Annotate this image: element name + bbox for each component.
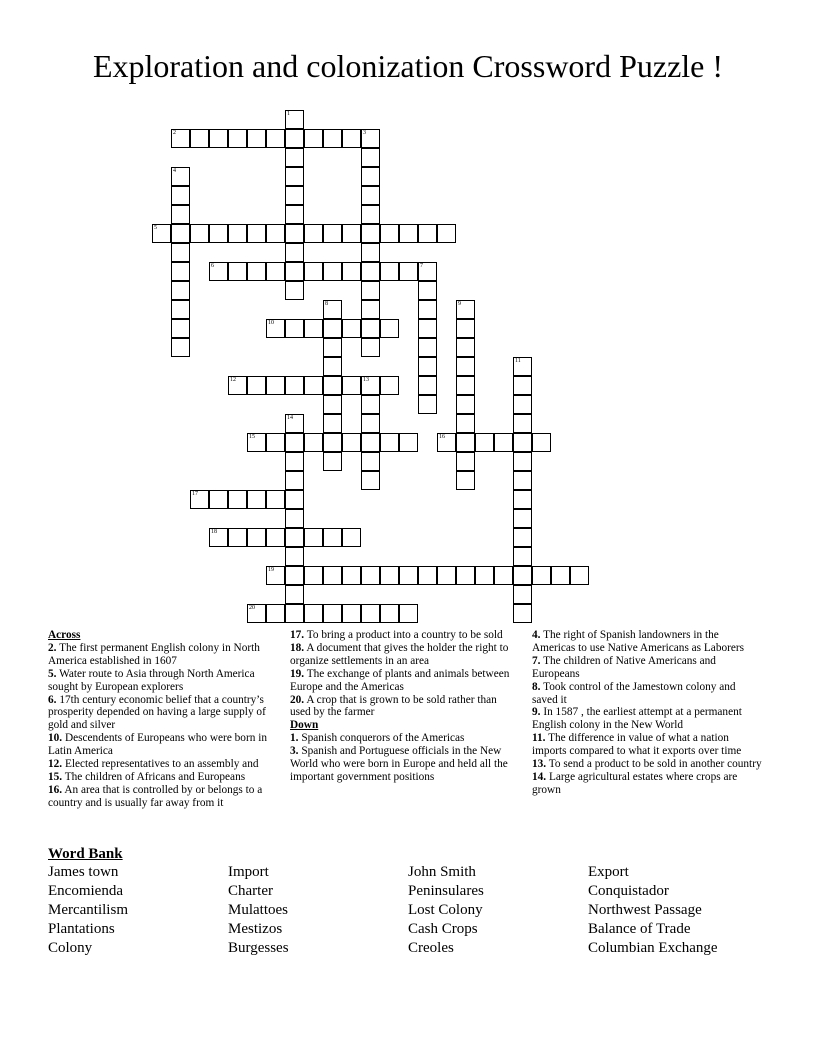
page-title: Exploration and colonization Crossword Puzzle ! (92, 48, 724, 84)
crossword-cell[interactable] (513, 452, 532, 471)
word-bank-item: Conquistador (588, 883, 669, 900)
crossword-cell[interactable] (342, 129, 361, 148)
clue-down: 4. The right of Spanish landowners in the Americas to use Native Americans as Laborers (532, 629, 745, 654)
cell-number: 18 (211, 529, 217, 535)
crossword-cell[interactable] (513, 490, 532, 509)
crossword-cell[interactable] (209, 224, 228, 243)
cell-number: 2 (173, 130, 176, 136)
crossword-cell[interactable] (304, 604, 323, 623)
crossword-cell[interactable] (399, 433, 418, 452)
crossword-cell[interactable] (285, 547, 304, 566)
crossword-cell[interactable] (513, 471, 532, 490)
crossword-cell[interactable] (228, 376, 247, 395)
crossword-cell[interactable] (361, 338, 380, 357)
crossword-cell[interactable] (494, 566, 513, 585)
crossword-cell[interactable] (266, 376, 285, 395)
cell-number: 17 (192, 491, 198, 497)
crossword-cell[interactable] (513, 547, 532, 566)
clue-down: 9. In 1587 , the earliest attempt at a permanent English colony in the New World (532, 706, 742, 732)
crossword-cell[interactable] (513, 395, 532, 414)
crossword-cell[interactable] (266, 433, 285, 452)
crossword-cell[interactable] (247, 490, 266, 509)
crossword-cell[interactable] (266, 490, 285, 509)
crossword-cell[interactable] (228, 262, 247, 281)
crossword-cell[interactable] (418, 281, 437, 300)
crossword-cell[interactable] (513, 528, 532, 547)
clue-across: 19. The exchange of plants and animals between Europe and the Americas (290, 667, 510, 693)
crossword-cell[interactable] (513, 585, 532, 604)
word-bank-item: Peninsulares (408, 883, 484, 900)
word-bank-item: Lost Colony (408, 902, 483, 919)
cell-number: 15 (249, 434, 255, 440)
crossword-cell[interactable] (399, 604, 418, 623)
crossword-cell[interactable] (152, 224, 171, 243)
crossword-cell[interactable] (456, 319, 475, 338)
word-bank-item: Cash Crops (408, 921, 478, 938)
clue-column-2 (290, 629, 518, 784)
crossword-cell[interactable] (209, 129, 228, 148)
crossword-cell[interactable] (285, 243, 304, 262)
clue-down: 7. The children of Native Americans and Europeans (532, 654, 716, 680)
crossword-cell[interactable] (266, 319, 285, 338)
crossword-cell[interactable] (456, 471, 475, 490)
crossword-cell[interactable] (418, 357, 437, 376)
crossword-cell[interactable] (171, 205, 190, 224)
crossword-cell[interactable] (323, 338, 342, 357)
crossword-cell[interactable] (285, 262, 304, 281)
crossword-cell[interactable] (285, 129, 304, 148)
crossword-cell[interactable] (247, 433, 266, 452)
crossword-cell[interactable] (304, 224, 323, 243)
word-bank-item: Creoles (408, 940, 454, 957)
crossword-cell[interactable] (285, 604, 304, 623)
crossword-cell[interactable] (323, 357, 342, 376)
word-bank-item: Balance of Trade (588, 921, 691, 938)
crossword-cell[interactable] (380, 224, 399, 243)
crossword-cell[interactable] (361, 566, 380, 585)
crossword-cell[interactable] (247, 224, 266, 243)
crossword-cell[interactable] (418, 338, 437, 357)
crossword-cell[interactable] (437, 224, 456, 243)
crossword-cell[interactable] (171, 338, 190, 357)
clue-across: 2. The first permanent English colony in North America established in 1607 (48, 641, 260, 667)
crossword-cell[interactable] (551, 566, 570, 585)
crossword-cell[interactable] (361, 376, 380, 395)
cell-number: 13 (363, 377, 369, 383)
crossword-cell[interactable] (190, 129, 209, 148)
crossword-cell[interactable] (513, 509, 532, 528)
clue-across: 15. The children of Africans and Europeans (48, 770, 246, 783)
crossword-cell[interactable] (171, 281, 190, 300)
crossword-cell[interactable] (570, 566, 589, 585)
clue-across: 17. To bring a product into a country to be sold (290, 629, 503, 641)
crossword-cell[interactable] (361, 224, 380, 243)
crossword-cell[interactable] (323, 452, 342, 471)
crossword-cell[interactable] (513, 433, 532, 452)
clue-across: 12. Elected representatives to an assembly and (48, 758, 259, 771)
crossword-cell[interactable] (418, 300, 437, 319)
crossword-cell[interactable] (418, 319, 437, 338)
crossword-cell[interactable] (171, 224, 190, 243)
crossword-cell[interactable] (323, 300, 342, 319)
crossword-cell[interactable] (285, 224, 304, 243)
crossword-cell[interactable] (304, 566, 323, 585)
crossword-cell[interactable] (380, 262, 399, 281)
crossword-cell[interactable] (285, 528, 304, 547)
crossword-cell[interactable] (475, 566, 494, 585)
crossword-cell[interactable] (342, 528, 361, 547)
crossword-cell[interactable] (418, 376, 437, 395)
crossword-cell[interactable] (456, 395, 475, 414)
crossword-cell[interactable] (285, 319, 304, 338)
crossword-cell[interactable] (323, 604, 342, 623)
cell-number: 9 (458, 301, 461, 307)
crossword-cell[interactable] (304, 376, 323, 395)
crossword-cell[interactable] (361, 167, 380, 186)
crossword-cell[interactable] (475, 433, 494, 452)
crossword-cell[interactable] (418, 262, 437, 281)
crossword-cell[interactable] (361, 205, 380, 224)
crossword-cell[interactable] (285, 490, 304, 509)
crossword-cell[interactable] (171, 129, 190, 148)
crossword-cell[interactable] (342, 224, 361, 243)
crossword-cell[interactable] (228, 129, 247, 148)
word-bank-title: Word Bank (48, 846, 123, 862)
clue-across: 6. 17th century economic belief that a country’s prosperity depended on having a large supply of gold and silver (48, 693, 266, 732)
crossword-cell[interactable] (285, 281, 304, 300)
crossword-cell[interactable] (190, 490, 209, 509)
crossword-cell[interactable] (361, 300, 380, 319)
crossword-cell[interactable] (361, 319, 380, 338)
clue-down: 14. Large agricultural estates where crops are grown (532, 770, 738, 796)
clue-down: 8. Took control of the Jamestown colony and saved it (532, 680, 736, 706)
crossword-cell[interactable] (399, 262, 418, 281)
crossword-cell[interactable] (456, 338, 475, 357)
crossword-cell[interactable] (266, 129, 285, 148)
crossword-cell[interactable] (285, 452, 304, 471)
crossword-cell[interactable] (418, 395, 437, 414)
cell-number: 5 (154, 225, 157, 231)
crossword-cell[interactable] (266, 528, 285, 547)
cell-number: 4 (173, 168, 176, 174)
crossword-cell[interactable] (342, 433, 361, 452)
crossword-cell[interactable] (266, 262, 285, 281)
crossword-cell[interactable] (456, 300, 475, 319)
cell-number: 7 (420, 263, 423, 269)
crossword-cell[interactable] (342, 262, 361, 281)
word-bank-item: Burgesses (228, 940, 289, 957)
crossword-cell[interactable] (323, 224, 342, 243)
crossword-cell[interactable] (361, 395, 380, 414)
word-bank-item: Encomienda (48, 883, 123, 900)
crossword-cell[interactable] (285, 148, 304, 167)
clue-down: 13. To send a product to be sold in another country (532, 758, 762, 771)
word-bank-item: Colony (48, 940, 93, 957)
crossword-cell[interactable] (399, 224, 418, 243)
crossword-cell[interactable] (209, 528, 228, 547)
crossword-cell[interactable] (513, 566, 532, 585)
crossword-cell[interactable] (513, 357, 532, 376)
clue-across: 20. A crop that is grown to be sold rather than used by the farmer (290, 693, 497, 719)
crossword-cell[interactable] (361, 243, 380, 262)
word-bank-item: Northwest Passage (588, 902, 702, 919)
crossword-cell[interactable] (266, 224, 285, 243)
cell-number: 14 (287, 415, 293, 421)
crossword-cell[interactable] (228, 528, 247, 547)
crossword-cell[interactable] (380, 433, 399, 452)
crossword-cell[interactable] (285, 585, 304, 604)
crossword-cell[interactable] (247, 129, 266, 148)
clue-across: 18. A document that gives the holder the right to organize settlements in an area (290, 641, 509, 667)
cell-number: 12 (230, 377, 236, 383)
crossword-cell[interactable] (513, 376, 532, 395)
clue-across: 10. Descendents of Europeans who were born in Latin America (48, 732, 267, 758)
crossword-cell[interactable] (190, 224, 209, 243)
crossword-cell[interactable] (342, 566, 361, 585)
crossword-cell[interactable] (285, 205, 304, 224)
clue-column-1 (48, 629, 276, 810)
crossword-cell[interactable] (247, 262, 266, 281)
crossword-cell[interactable] (361, 281, 380, 300)
cell-number: 1 (287, 111, 290, 117)
crossword-cell[interactable] (323, 414, 342, 433)
word-bank-item: Mercantilism (48, 902, 128, 919)
word-bank-item: James town (48, 864, 119, 880)
crossword-cell[interactable] (361, 452, 380, 471)
crossword-cell[interactable] (323, 433, 342, 452)
crossword-cell[interactable] (304, 262, 323, 281)
crossword-cell[interactable] (418, 224, 437, 243)
crossword-cell[interactable] (285, 471, 304, 490)
crossword-cell[interactable] (285, 167, 304, 186)
crossword-cell[interactable] (285, 376, 304, 395)
crossword-cell[interactable] (342, 604, 361, 623)
crossword-cell[interactable] (228, 490, 247, 509)
crossword-cell[interactable] (456, 376, 475, 395)
crossword-cell[interactable] (456, 357, 475, 376)
crossword-cell[interactable] (513, 414, 532, 433)
clue-across: 16. An area that is controlled by or belongs to a country and is usually far away from it (48, 783, 263, 809)
crossword-cell[interactable] (437, 566, 456, 585)
word-bank-item: Columbian Exchange (588, 940, 718, 957)
clue-column-3 (532, 629, 762, 797)
crossword-cell[interactable] (285, 414, 304, 433)
crossword-cell[interactable] (361, 471, 380, 490)
crossword-cell[interactable] (342, 376, 361, 395)
crossword-cell[interactable] (209, 490, 228, 509)
crossword-cell[interactable] (304, 528, 323, 547)
crossword-cell[interactable] (171, 243, 190, 262)
crossword-cell[interactable] (323, 262, 342, 281)
crossword-cell[interactable] (304, 129, 323, 148)
crossword-cell[interactable] (247, 376, 266, 395)
clue-down: 1. Spanish conquerors of the Americas (290, 732, 465, 745)
clue-down: 3. Spanish and Portuguese officials in the New World who were born in Europe and held all the important government positions (290, 745, 508, 783)
clue-across: 5. Water route to Asia through North America sought by European explorers (48, 667, 255, 693)
crossword-cell[interactable] (418, 566, 437, 585)
crossword-cell[interactable] (399, 566, 418, 585)
crossword-cell[interactable] (361, 186, 380, 205)
cell-number: 10 (268, 320, 274, 326)
crossword-cell[interactable] (285, 186, 304, 205)
crossword-cell[interactable] (380, 376, 399, 395)
cell-number: 16 (439, 434, 445, 440)
crossword-cell[interactable] (532, 566, 551, 585)
crossword-cell[interactable] (228, 224, 247, 243)
crossword-cell[interactable] (494, 433, 513, 452)
crossword-cell[interactable] (437, 433, 456, 452)
crossword-cell[interactable] (323, 319, 342, 338)
word-bank-item: Plantations (48, 921, 115, 938)
word-bank-item: Mulattoes (228, 902, 288, 919)
word-bank-column-4 (588, 863, 718, 958)
crossword-cell[interactable] (380, 319, 399, 338)
crossword-cell[interactable] (285, 509, 304, 528)
crossword-cell[interactable] (304, 319, 323, 338)
word-bank-item: John Smith (408, 864, 476, 880)
crossword-cell[interactable] (247, 528, 266, 547)
crossword-cell[interactable] (380, 604, 399, 623)
crossword-cell[interactable] (266, 604, 285, 623)
crossword-cell[interactable] (361, 433, 380, 452)
crossword-cell[interactable] (266, 566, 285, 585)
crossword-cell[interactable] (304, 433, 323, 452)
crossword-cell[interactable] (323, 528, 342, 547)
crossword-cell[interactable] (171, 300, 190, 319)
crossword-cell[interactable] (513, 604, 532, 623)
crossword-cell[interactable] (380, 566, 399, 585)
word-bank-item: Charter (228, 883, 273, 900)
word-bank-column-2 (228, 863, 289, 958)
word-bank-column-3 (408, 863, 484, 958)
crossword-cell[interactable] (323, 129, 342, 148)
crossword-cell[interactable] (456, 452, 475, 471)
crossword-cell[interactable] (456, 566, 475, 585)
crossword-cell[interactable] (361, 414, 380, 433)
crossword-cell[interactable] (361, 604, 380, 623)
crossword-cell[interactable] (532, 433, 551, 452)
crossword-cell[interactable] (247, 604, 266, 623)
crossword-cell[interactable] (456, 433, 475, 452)
crossword-cell[interactable] (361, 262, 380, 281)
crossword-cell[interactable] (361, 129, 380, 148)
crossword-cell[interactable] (171, 167, 190, 186)
crossword-cell[interactable] (285, 566, 304, 585)
crossword-cell[interactable] (323, 376, 342, 395)
crossword-cell[interactable] (171, 262, 190, 281)
word-bank-item: Mestizos (228, 921, 283, 938)
cell-number: 11 (515, 358, 521, 364)
clue-down: 11. The difference in value of what a nation imports compared to what it exports over time (532, 732, 742, 758)
crossword-cell[interactable] (323, 395, 342, 414)
cell-number: 3 (363, 130, 366, 136)
crossword-cell[interactable] (209, 262, 228, 281)
word-bank-item: Export (588, 864, 629, 880)
across-heading: Across (48, 629, 81, 641)
crossword-cell[interactable] (456, 414, 475, 433)
crossword-cell[interactable] (361, 148, 380, 167)
crossword-cell[interactable] (171, 186, 190, 205)
cell-number: 6 (211, 263, 214, 269)
crossword-cell[interactable] (323, 566, 342, 585)
crossword-cell[interactable] (171, 319, 190, 338)
cell-number: 20 (249, 605, 255, 611)
down-heading: Down (290, 719, 319, 732)
crossword-cell[interactable] (342, 319, 361, 338)
crossword-cell[interactable] (285, 110, 304, 129)
word-bank-column-1 (48, 863, 128, 958)
cell-number: 19 (268, 567, 274, 573)
crossword-cell[interactable] (285, 433, 304, 452)
cell-number: 8 (325, 301, 328, 307)
word-bank-item: Import (228, 864, 269, 880)
